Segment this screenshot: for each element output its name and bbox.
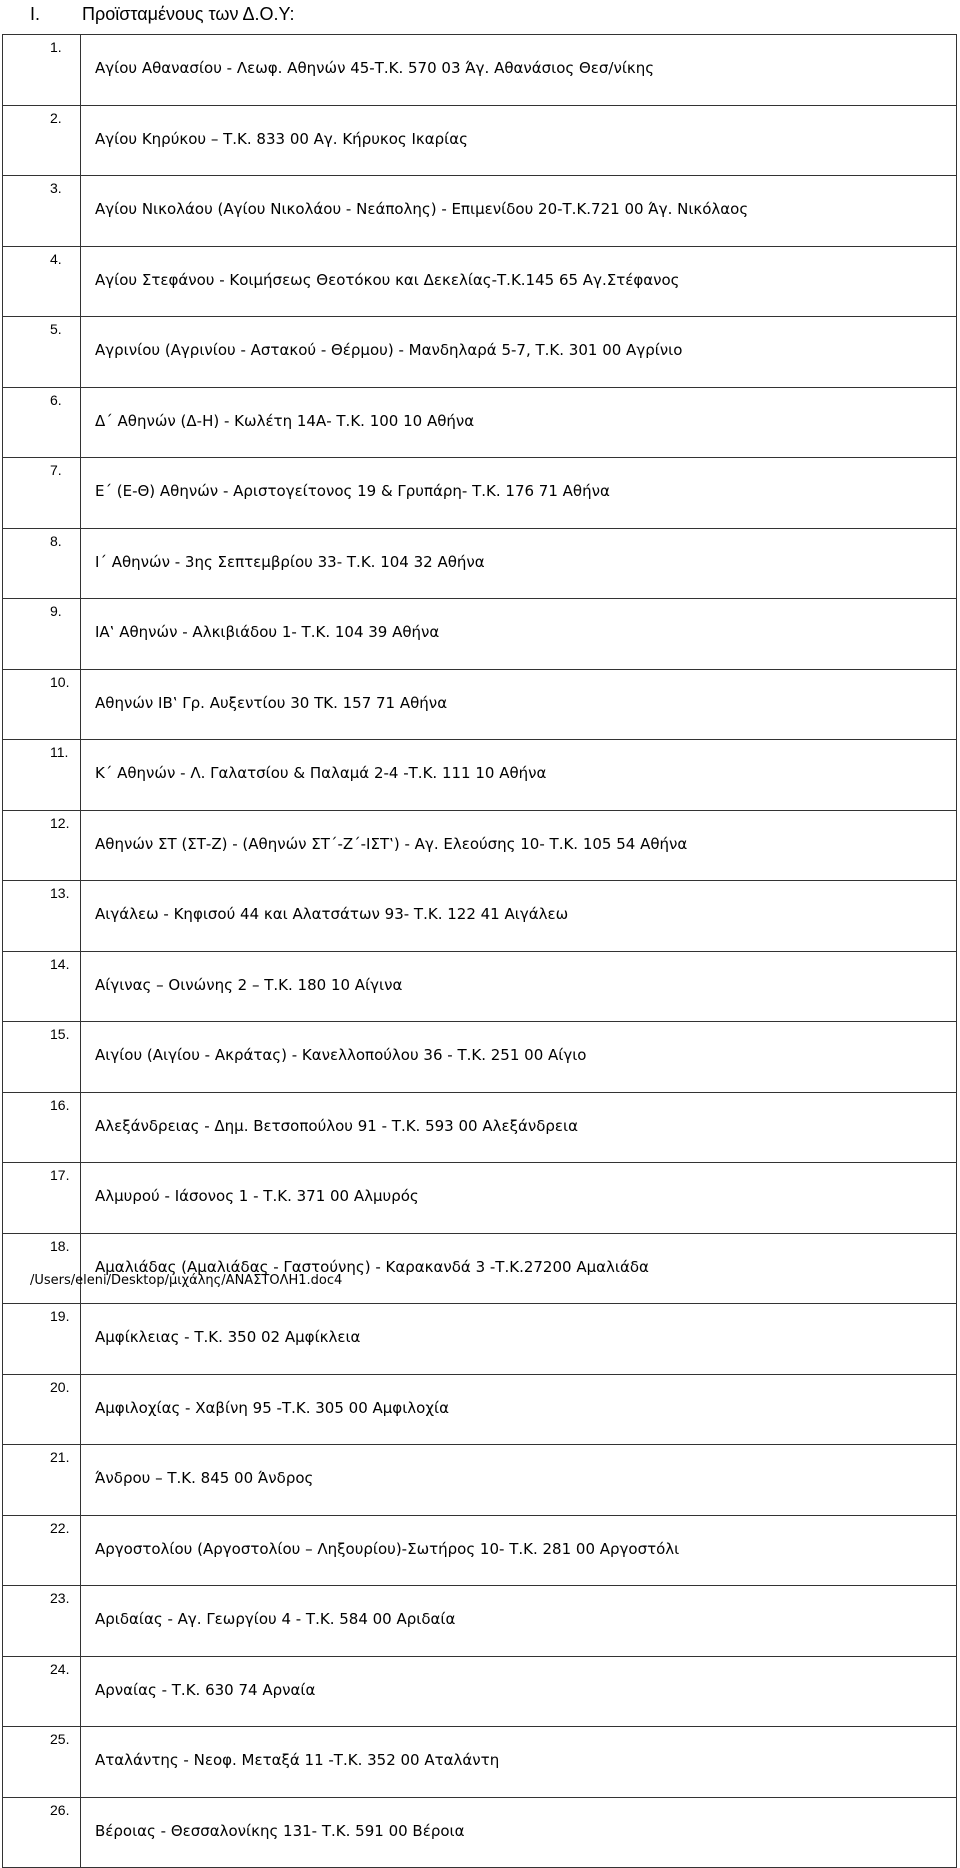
table-row bbox=[3, 35, 957, 106]
row-number: 5. bbox=[3, 317, 81, 388]
office-address: Άνδρου – Τ.Κ. 845 00 Άνδρος bbox=[81, 1445, 957, 1516]
table-row bbox=[3, 881, 957, 952]
table-row bbox=[3, 1374, 957, 1445]
table-row bbox=[3, 176, 957, 247]
office-address: Αγίου Κηρύκου – Τ.Κ. 833 00 Αγ. Κήρυκος Ικαρίας bbox=[81, 105, 957, 176]
office-address: Αριδαίας - Αγ. Γεωργίου 4 - Τ.Κ. 584 00 Αριδαία bbox=[81, 1586, 957, 1657]
office-address: Αταλάντης - Νεοφ. Μεταξά 11 -Τ.Κ. 352 00 Αταλάντη bbox=[81, 1727, 957, 1798]
table-row bbox=[3, 317, 957, 388]
table-row bbox=[3, 1515, 957, 1586]
office-address: Αγίου Αθανασίου - Λεωφ. Αθηνών 45-Τ.Κ. 570 03 Άγ. Αθανάσιος Θεσ/νίκης bbox=[81, 35, 957, 106]
office-address: Αιγάλεω - Κηφισού 44 και Αλατσάτων 93- Τ.Κ. 122 41 Αιγάλεω bbox=[81, 881, 957, 952]
office-address: Αίγινας – Οινώνης 2 – Τ.Κ. 180 10 Αίγινα bbox=[81, 951, 957, 1022]
table-row bbox=[3, 951, 957, 1022]
office-address: Αμαλιάδας (Αμαλιάδας - Γαστούνης) - Καρακανδά 3 -Τ.Κ.27200 Αμαλιάδα bbox=[81, 1233, 957, 1304]
office-address: ΙΑ‛ Αθηνών - Αλκιβιάδου 1- Τ.Κ. 104 39 Αθήνα bbox=[81, 599, 957, 670]
office-address: Αμφιλοχίας - Χαβίνη 95 -Τ.Κ. 305 00 Αμφιλοχία bbox=[81, 1374, 957, 1445]
office-address: Αιγίου (Αιγίου - Ακράτας) - Κανελλοπούλου 36 - Τ.Κ. 251 00 Αίγιο bbox=[81, 1022, 957, 1093]
office-address: Αρναίας - Τ.Κ. 630 74 Αρναία bbox=[81, 1656, 957, 1727]
section-heading bbox=[30, 3, 295, 25]
table-row bbox=[3, 528, 957, 599]
section-title: Προϊσταμένους των Δ.Ο.Υ: bbox=[82, 4, 295, 24]
table-row bbox=[3, 1586, 957, 1657]
table-row bbox=[3, 599, 957, 670]
office-address: Αμφίκλειας - Τ.Κ. 350 02 Αμφίκλεια bbox=[81, 1304, 957, 1375]
table-row bbox=[3, 740, 957, 811]
row-number: 1. bbox=[3, 35, 81, 106]
row-number: 15. bbox=[3, 1022, 81, 1093]
row-number: 4. bbox=[3, 246, 81, 317]
table-row bbox=[3, 458, 957, 529]
office-address: Αγίου Στεφάνου - Κοιμήσεως Θεοτόκου και Δεκελίας-Τ.Κ.145 65 Αγ.Στέφανος bbox=[81, 246, 957, 317]
row-number: 18. bbox=[3, 1233, 81, 1304]
tax-office-table bbox=[2, 34, 957, 1868]
table-row bbox=[3, 246, 957, 317]
row-number: 12. bbox=[3, 810, 81, 881]
table-row bbox=[3, 1233, 957, 1304]
section-number: I. bbox=[30, 4, 41, 24]
row-number: 19. bbox=[3, 1304, 81, 1375]
row-number: 10. bbox=[3, 669, 81, 740]
table-row bbox=[3, 1727, 957, 1798]
file-path-footer: /Users/eleni/Desktop/μιχάλης/ΑΝΑΣΤΟΛΗ1.doc4 bbox=[30, 1273, 343, 1288]
row-number: 20. bbox=[3, 1374, 81, 1445]
table-body bbox=[3, 35, 957, 1868]
row-number: 7. bbox=[3, 458, 81, 529]
table-row bbox=[3, 1445, 957, 1516]
row-number: 21. bbox=[3, 1445, 81, 1516]
row-number: 6. bbox=[3, 387, 81, 458]
row-number: 24. bbox=[3, 1656, 81, 1727]
table-row bbox=[3, 1304, 957, 1375]
office-address: Αλμυρού - Ιάσονος 1 - Τ.Κ. 371 00 Αλμυρός bbox=[81, 1163, 957, 1234]
row-number: 3. bbox=[3, 176, 81, 247]
row-number: 16. bbox=[3, 1092, 81, 1163]
table-row bbox=[3, 669, 957, 740]
office-address: Δ΄ Αθηνών (Δ-Η) - Κωλέτη 14Α- Τ.Κ. 100 10 Αθήνα bbox=[81, 387, 957, 458]
office-address: Βέροιας - Θεσσαλονίκης 131- Τ.Κ. 591 00 Βέροια bbox=[81, 1797, 957, 1868]
table-row bbox=[3, 1656, 957, 1727]
row-number: 11. bbox=[3, 740, 81, 811]
office-address: Αγρινίου (Αγρινίου - Αστακού - Θέρμου) - Μανδηλαρά 5-7, Τ.Κ. 301 00 Αγρίνιο bbox=[81, 317, 957, 388]
office-address: Αθηνών ΣΤ (ΣΤ-Ζ) - (Αθηνών ΣΤ΄-Ζ΄-ΙΣΤ‛) - Αγ. Ελεούσης 10- Τ.Κ. 105 54 Αθήνα bbox=[81, 810, 957, 881]
table-row bbox=[3, 105, 957, 176]
row-number: 17. bbox=[3, 1163, 81, 1234]
row-number: 9. bbox=[3, 599, 81, 670]
table-row bbox=[3, 1163, 957, 1234]
office-address: Αργοστολίου (Αργοστολίου – Ληξουρίου)-Σωτήρος 10- Τ.Κ. 281 00 Αργοστόλι bbox=[81, 1515, 957, 1586]
row-number: 26. bbox=[3, 1797, 81, 1868]
office-address: Ε΄ (Ε-Θ) Αθηνών - Αριστογείτονος 19 & Γρυπάρη- Τ.Κ. 176 71 Αθήνα bbox=[81, 458, 957, 529]
office-address: Κ΄ Αθηνών - Λ. Γαλατσίου & Παλαμά 2-4 -Τ.Κ. 111 10 Αθήνα bbox=[81, 740, 957, 811]
table-row bbox=[3, 387, 957, 458]
table-row bbox=[3, 810, 957, 881]
row-number: 14. bbox=[3, 951, 81, 1022]
table-row bbox=[3, 1092, 957, 1163]
row-number: 25. bbox=[3, 1727, 81, 1798]
row-number: 2. bbox=[3, 105, 81, 176]
office-address: Αγίου Νικολάου (Αγίου Νικολάου - Νεάπολης) - Επιμενίδου 20-Τ.Κ.721 00 Άγ. Νικόλαος bbox=[81, 176, 957, 247]
office-address: Ι΄ Αθηνών - 3ης Σεπτεμβρίου 33- Τ.Κ. 104 32 Αθήνα bbox=[81, 528, 957, 599]
office-address: Αλεξάνδρειας - Δημ. Βετσοπούλου 91 - Τ.Κ. 593 00 Αλεξάνδρεια bbox=[81, 1092, 957, 1163]
row-number: 8. bbox=[3, 528, 81, 599]
row-number: 13. bbox=[3, 881, 81, 952]
table-row bbox=[3, 1022, 957, 1093]
row-number: 22. bbox=[3, 1515, 81, 1586]
office-address: Αθηνών ΙΒ‛ Γρ. Αυξεντίου 30 ΤΚ. 157 71 Αθήνα bbox=[81, 669, 957, 740]
row-number: 23. bbox=[3, 1586, 81, 1657]
table-row bbox=[3, 1797, 957, 1868]
